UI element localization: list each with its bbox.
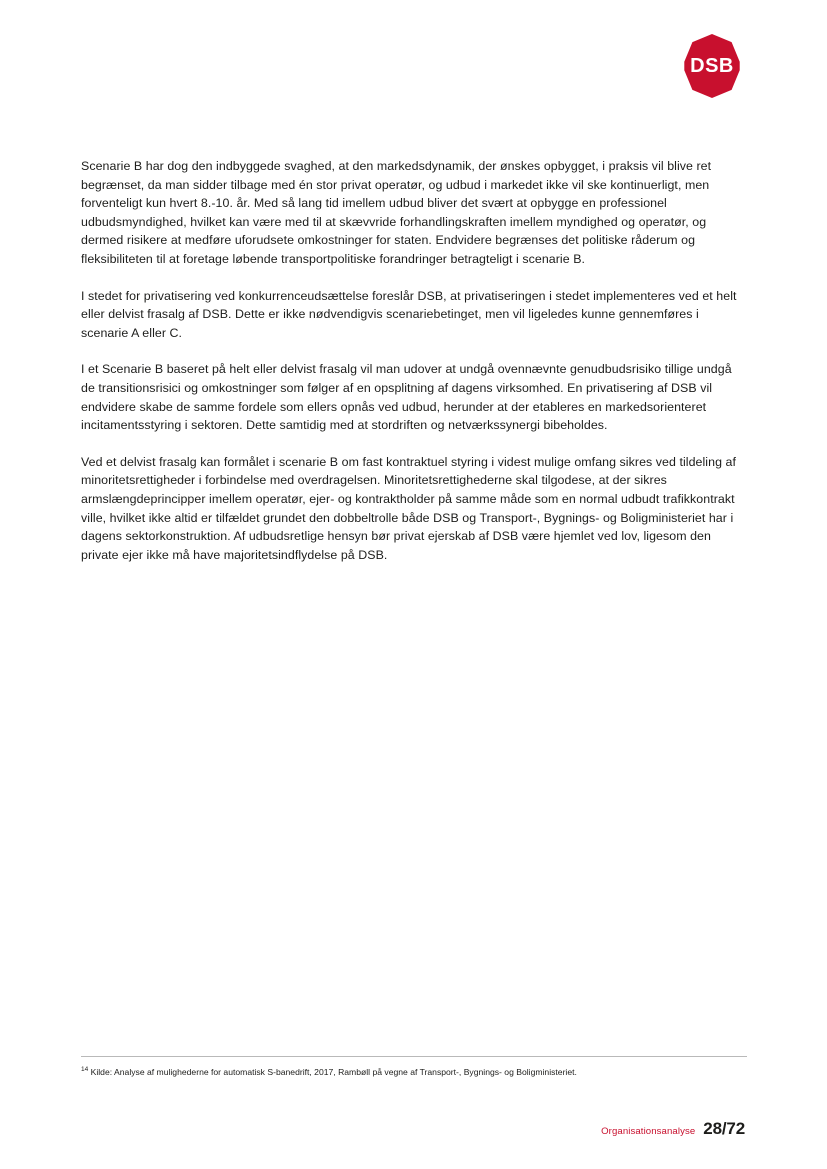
footnote <box>81 1066 761 1078</box>
paragraph: I stedet for privatisering ved konkurrenceudsættelse foreslår DSB, at privatiseringen i stedet implementeres ved et helt eller delvist frasalg af DSB. Dette er ikke nødvendigvis scenariebetinget, men vil ligeledes kunne gennemføres i scenarie A eller C. <box>81 288 737 340</box>
dsb-logo <box>679 33 745 99</box>
page-footer <box>601 1119 745 1139</box>
footnote-divider <box>81 1056 747 1057</box>
footer-document-title: Organisationsanalyse <box>601 1126 696 1137</box>
footnote-marker: 14 <box>81 1066 89 1074</box>
paragraph: I et Scenarie B baseret på helt eller delvist frasalg vil man udover at undgå ovennævnte genudbudsrisiko tillige undgå de transitionsrisici og omkostninger som følger af en opsplitning af dagens virksomhed. En privatisering af DSB vil endvidere skabe de samme fordele som ellers opnås ved udbud, herunder at der etableres en markedsorienteret incitamentsstyring i sektoren. Dette samtidig med at stordriften og netværkssynergi bibeholdes. <box>81 362 732 433</box>
page-number: 28/72 <box>703 1119 745 1138</box>
document-body <box>81 157 747 564</box>
footnote-text: Kilde: Analyse af mulighederne for automatisk S-banedrift, 2017, Rambøll på vegne af Transport-, Bygnings- og Boligministeriet. <box>90 1067 577 1077</box>
paragraph: Ved et delvist frasalg kan formålet i scenarie B om fast kontraktuel styring i videst mulige omfang sikres ved tildeling af minoritetsrettigheder i forbindelse med overdragelsen. Minoritetsrettighederne skal tilgodese, at der sikres armslængdeprincipper imellem operatør, ejer- og kontraktholder på samme måde som en normal udbudt trafikkontrakt ville, hvilket ikke altid er tilfældet grundet den dobbeltrolle både DSB og Transport-, Bygnings- og Boligministeriet har i dagens sektorkonstruktion. Af udbudsretlige hensyn bør privat ejerskab af DSB være hjemlet ved lov, ligesom den private ejer ikke må have majoritetsindflydelse på DSB. <box>81 454 736 562</box>
paragraph: Scenarie B har dog den indbyggede svaghed, at den markedsdynamik, der ønskes opbygget, i praksis vil blive ret begrænset, da man sidder tilbage med én stor privat operatør, og udbud i markedet ikke vil ske kontinuerligt, men forventeligt kun hvert 8.-10. år. Med så lang tid imellem udbud bliver det svært at opbygge en professionel udbudsmyndighed, hvilket kan være med til at skævvride forhandlingskraften imellem myndighed og operatør, og dermed risikere at medføre uforudsete omkostninger for staten. Endvidere begrænses det politiske råderum og fleksibiliteten til at foretage løbende transportpolitiske forandringer betragteligt i scenarie B. <box>81 159 712 266</box>
dsb-logo-text: DSB <box>690 54 734 77</box>
